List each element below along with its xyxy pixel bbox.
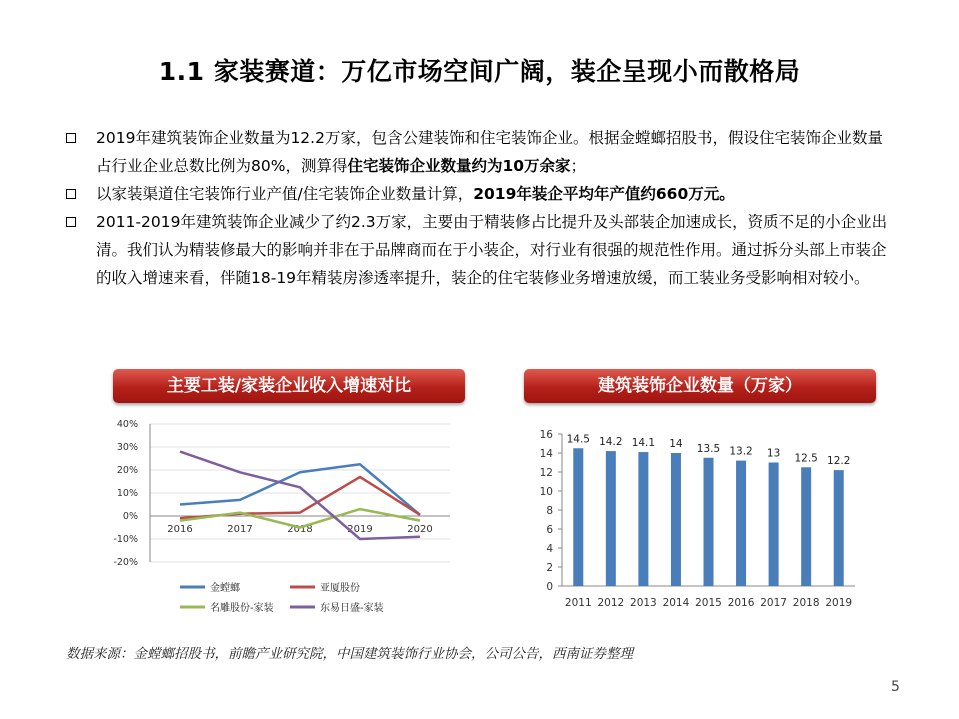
line-chart — [100, 412, 480, 622]
y-tick-label: 6 — [546, 524, 553, 536]
y-tick-label: 16 — [539, 429, 553, 441]
x-tick-label: 2016 — [727, 597, 755, 609]
x-tick-label: 2017 — [227, 524, 253, 535]
y-tick-label: 40% — [116, 419, 138, 430]
x-tick-label: 2019 — [825, 597, 853, 609]
data-source-note: 数据来源：金螳螂招股书，前瞻产业研究院，中国建筑装饰行业协会，公司公告，西南证券整理 — [66, 646, 633, 662]
bullet-text: ； — [570, 157, 587, 175]
checkbox-bullet-icon — [66, 217, 76, 227]
bullet-text: 2019年建筑装饰企业数量为12.2万家，包含公建装饰和住宅装饰企业。根据金螳螂招股书，假设住宅装饰企业数量占行业企业总数比例为80%，测算得 — [96, 129, 883, 175]
bar — [736, 461, 746, 586]
bar-value-label: 14.1 — [631, 437, 656, 450]
y-tick-label: 30% — [116, 442, 138, 453]
y-tick-label: -10% — [113, 534, 138, 545]
bar — [638, 452, 648, 586]
x-tick-label: 2018 — [792, 597, 820, 609]
x-tick-label: 2012 — [597, 597, 625, 609]
y-tick-label: -20% — [113, 557, 138, 568]
bullet-item — [66, 124, 888, 180]
bullet-list — [66, 124, 888, 292]
x-tick-label: 2014 — [662, 597, 690, 609]
y-tick-label: 20% — [116, 465, 138, 476]
bullet-text: 以家装渠道住宅装饰行业产值/住宅装饰企业数量计算， — [96, 185, 474, 203]
y-tick-label: 0% — [122, 511, 138, 522]
y-tick-label: 4 — [546, 543, 553, 555]
y-tick-label: 12 — [539, 467, 553, 479]
x-tick-label: 2013 — [630, 597, 657, 609]
bar — [704, 458, 714, 586]
bar — [671, 453, 681, 586]
bar-value-label: 13.5 — [696, 442, 721, 455]
bar — [769, 463, 779, 587]
bar-value-label: 14 — [669, 438, 683, 450]
bar — [834, 470, 844, 586]
bullet-bold-text: 2019年装企平均年产值约660万元。 — [473, 185, 735, 203]
series-line — [180, 464, 420, 515]
checkbox-bullet-icon — [66, 189, 76, 199]
x-tick-label: 2019 — [347, 524, 373, 535]
legend-label: 东易日盛-家装 — [320, 603, 384, 614]
bar-value-label: 12.5 — [794, 452, 818, 465]
bullet-bold-text: 住宅装饰企业数量约为10万余家 — [347, 157, 571, 175]
right-chart-title-banner: 建筑装饰企业数量（万家） — [524, 369, 876, 403]
legend-label: 名雕股份-家装 — [210, 603, 274, 614]
bullet-item — [66, 208, 888, 292]
x-tick-label: 2018 — [287, 524, 313, 535]
bar-value-label: 14.2 — [599, 436, 623, 449]
page-number: 5 — [891, 679, 900, 695]
checkbox-bullet-icon — [66, 133, 76, 143]
bullet-text: 2011-2019年建筑装饰企业减少了约2.3万家，主要由于精装修占比提升及头部装企加速成长，资质不足的小企业出清。我们认为精装修最大的影响并非在于品牌商而在于小装企，对行业有很强的规范性作用。通过拆分头部上市装企的收入增速来看，伴随18-19年精装房渗透率提升，装企的住宅装修业务增速放缓，而工装业务受影响相对较小。 — [96, 213, 888, 287]
bar — [606, 451, 616, 586]
bar — [801, 467, 811, 586]
x-tick-label: 2020 — [407, 524, 433, 535]
bar-value-label: 13 — [766, 447, 781, 460]
legend-label: 金螳螂 — [210, 583, 240, 594]
bar-value-label: 12.2 — [827, 455, 851, 468]
page-title: 1.1 家装赛道：万亿市场空间广阔，装企呈现小而散格局 — [158, 57, 801, 86]
y-tick-label: 10 — [539, 486, 553, 498]
y-tick-label: 2 — [546, 562, 553, 574]
y-tick-label: 10% — [116, 488, 138, 499]
left-chart-title-banner: 主要工装/家装企业收入增速对比 — [113, 369, 465, 403]
legend-label: 亚厦股份 — [320, 583, 360, 594]
bullet-item — [66, 180, 888, 208]
x-tick-label: 2017 — [760, 597, 787, 609]
x-tick-label: 2016 — [167, 524, 193, 535]
y-tick-label: 14 — [539, 448, 553, 460]
bar-chart — [530, 422, 870, 617]
y-tick-label: 0 — [546, 581, 553, 593]
bar-value-label: 13.2 — [729, 445, 753, 458]
y-tick-label: 8 — [546, 505, 553, 517]
bar — [573, 448, 583, 586]
x-tick-label: 2015 — [695, 597, 722, 609]
bar-value-label: 14.5 — [566, 433, 590, 446]
x-tick-label: 2011 — [564, 597, 592, 609]
